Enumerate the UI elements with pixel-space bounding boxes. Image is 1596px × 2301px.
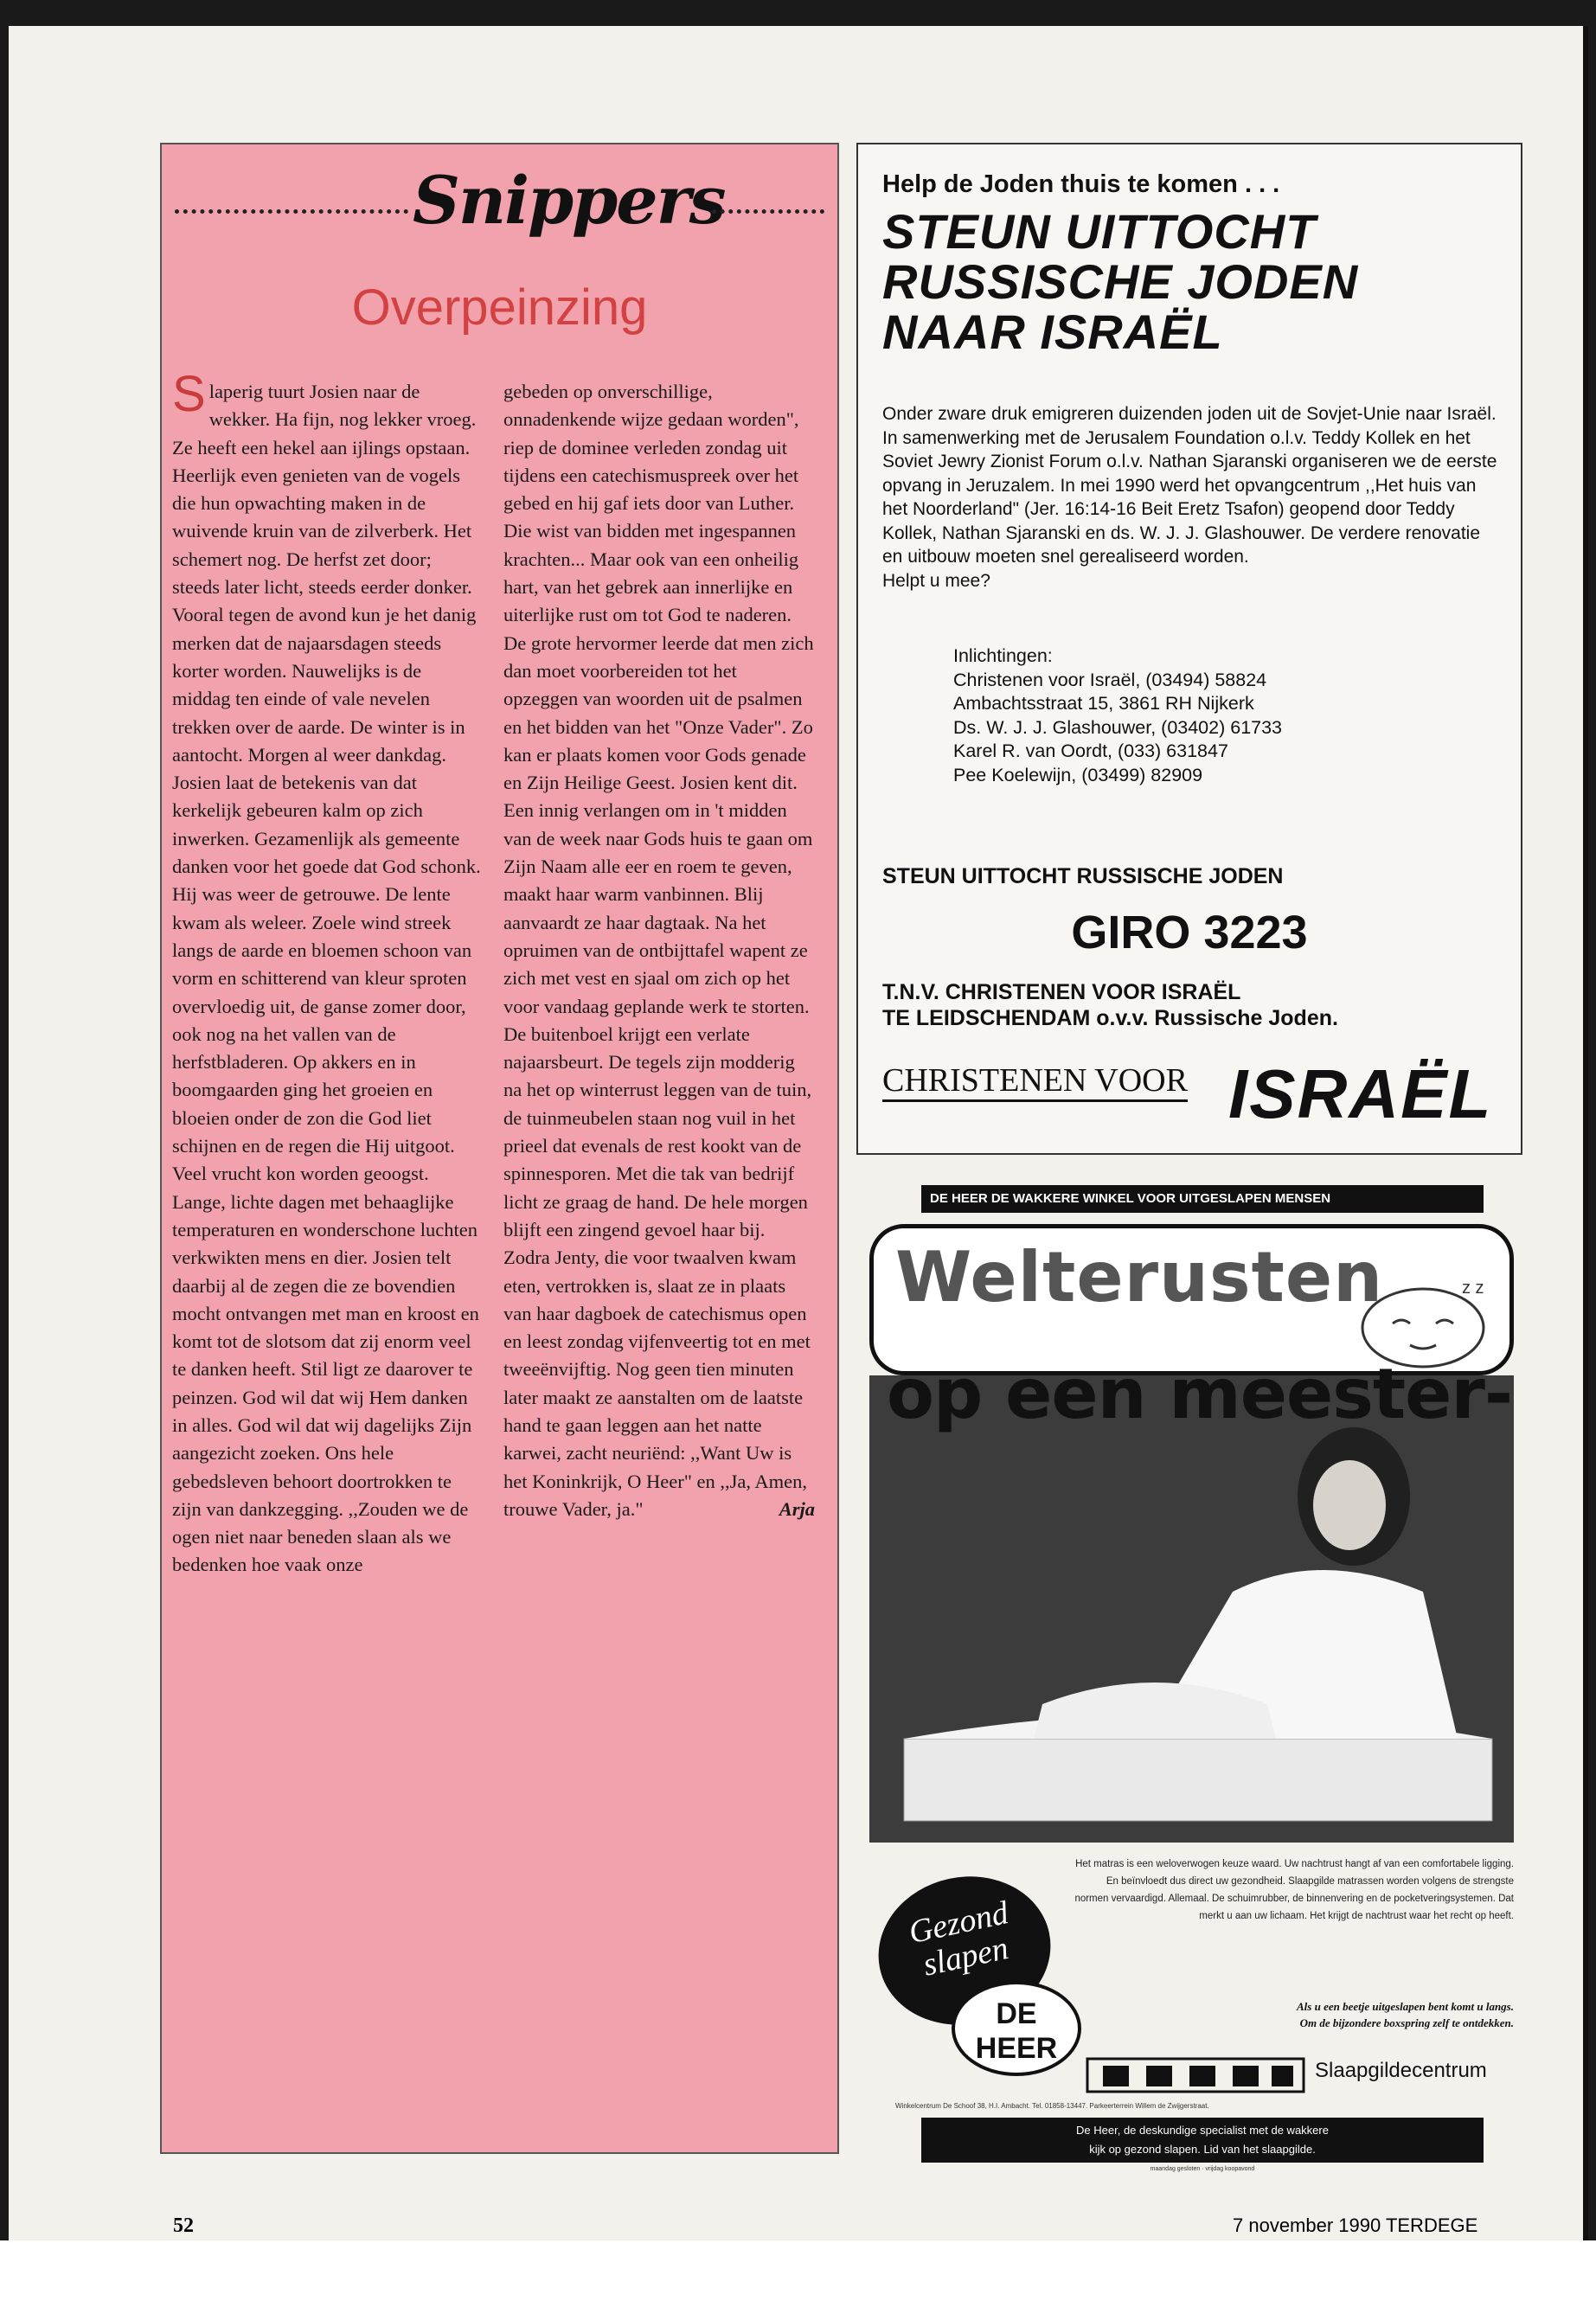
ad-tnv: [882, 979, 1338, 1031]
section-title: Snippers: [413, 162, 725, 239]
ad-cursive: [1129, 1998, 1514, 2031]
page-number: 52: [173, 2214, 194, 2237]
cursive-line-2: Om de bijzondere boxspring zelf te ontdekken.: [1299, 2016, 1514, 2029]
ad-ask: Helpt u mee?: [882, 570, 990, 591]
contact-line: Ambachtsstraat 15, 3861 RH Nijkerk: [953, 693, 1254, 714]
opening-hours: maandag gesloten · vrijdag koopavond: [1150, 2166, 1255, 2172]
logo-big-text: ISRAËL: [1228, 1055, 1493, 1132]
woman-on-mattress-illustration: [869, 1375, 1514, 1843]
article-column-1: [172, 366, 484, 1580]
slaapgildecentrum-label: Slaapgildecentrum: [1315, 2059, 1487, 2082]
scan-margin: [0, 2240, 1596, 2301]
snippers-column: [160, 143, 839, 2154]
welterusten-text: Welterusten: [895, 1237, 1384, 1317]
headline-line-1: STEUN UITTOCHT: [882, 204, 1317, 259]
headline-line-2: RUSSISCHE JODEN: [882, 254, 1359, 309]
article-text-2: gebeden op onverschillige, onnadenkende wijze gedaan worden", riep de dominee verleden zondag uit tijdens een catechismuspreek over het gebed en hij gaf iets door van Luther. Die wist van bidden met ingespannen krachten... Maar ook van een onheilig hart, van het gebrek aan innerlijke en uiterlijke rust om tot God te naderen. De grote hervormer leerde dat men zich dan moet voorbereiden tot het opzeggen van woorden uit de psalmen en het bidden van het "Onze Vader". Zo kan er plaats komen voor Gods genade en Zijn Heilige Geest. Josien kent dit. Een innig verlangen om in 't midden van de week naar Gods huis te gaan om Zijn Naam alle eer en roem te geven, maakt haar warm vanbinnen. Blij aanvaardt ze haar dagtaak. Na het opruimen van de ontbijttafel wapent ze zich met vest en sjaal om zich op het voor vandaag geplande werk te storten. De buitenboel krijgt een verlate najaarsbeurt. De tegels zijn modderig na het op winterrust leggen van de tuin, de tuinmeubelen staan nog vuil in het prieel dat evenals de rest kookt van de spinnesporen. Met die tak van bedrijf licht ze graag de hand. De hele morgen blijft een zingend gevoel haar bij. Zodra Jenty, die voor twaalven kwam eten, vertrokken is, slaat ze in plaats van haar dagboek de catechismus open en leest zondag vijfenveertig tot en met tweeënvijftig. Nog geen tien minuten later maakt ze aanstalten om de laatste hand te gaan leggen aan het natte karwei, zacht neuriënd: ,,Want Uw is het Koninkrijk, O Heer" en ,,Ja, Amen, trouwe Vader, ja.": [503, 381, 814, 1520]
ad-body-text: Het matras is een weloverwogen keuze waard. Uw nachtrust hangt af van een comfortabele ligging. En beïnvloedt dus direct uw gezondheid. Slaapgilde matrassen worden volgens de strengste normen vervaardigd. Allemaal. De schuimrubber, de binnenvering en de pocketveringsystemen. Dat merkt u aan uw lichaam. Het krijgt de nachtrust waar het recht op heeft.: [1074, 1859, 1514, 1921]
ad-kicker: Help de Joden thuis te komen . . .: [882, 170, 1280, 198]
article-column-2: [503, 378, 815, 1523]
store-building-icon: [1086, 2050, 1306, 2093]
de-heer-mattress-ad: [869, 1185, 1527, 2172]
headline-line-3: NAAR ISRAËL: [882, 304, 1223, 359]
tnv-line-2: TE LEIDSCHENDAM o.v.v. Russische Joden.: [882, 1006, 1338, 1030]
gezond-slapen-badge: Gezond slapen: [865, 1861, 1065, 2041]
dotted-rule-left: [175, 209, 408, 214]
store-address: Winkelcentrum De Schoof 38, H.I. Ambacht. Tel. 01858-13447. Parkeerterrein Willem de Zwijgerstraat.: [895, 2102, 1209, 2110]
tnv-line-1: T.N.V. CHRISTENEN VOOR ISRAËL: [882, 980, 1241, 1004]
christenen-voor-israel-ad: [856, 143, 1522, 1155]
de-heer-logo: DE HEER: [952, 1981, 1081, 2076]
ad-body: [882, 402, 1501, 593]
contact-line: Ds. W. J. J. Glashouwer, (03402) 61733: [953, 716, 1283, 738]
ad-body-text: Onder zware druk emigreren duizenden joden uit de Sovjet-Unie naar Israël. In samenwerking met de Jerusalem Foundation o.l.v. Teddy Kollek en het Soviet Jewry Zionist Forum o.l.v. Nathan Sjaranski organiseren we de eerste opvang in Jeruzalem. In mei 1990 werd het opvangcentrum ,,Het huis van het Noorderland" (Jer. 16:14-16 Beit Eretz Tsafon) geopend door Teddy Kollek, Nathan Sjaranski en ds. W. J. J. Glashouwer. De verdere renovatie en uitbouw moeten snel gerealiseerd worden.: [882, 404, 1497, 567]
author-signature: Arja: [779, 1497, 815, 1520]
meester-headline: op een meester-: [887, 1354, 1513, 1434]
contact-line: Karel R. van Oordt, (033) 631847: [953, 740, 1228, 761]
logo-small-text: CHRISTENEN VOOR: [882, 1061, 1188, 1102]
ad-headline: [882, 204, 1505, 359]
contact-line: Inlichtingen:: [953, 645, 1053, 666]
footbar-line-2: kijk op gezond slapen. Lid van het slaapgilde.: [1089, 2143, 1316, 2156]
magazine-page: [9, 26, 1588, 2240]
contact-line: Christenen voor Israël, (03494) 58824: [953, 669, 1267, 690]
contact-line: Pee Koelewijn, (03499) 82909: [953, 764, 1203, 785]
footbar-line-1: De Heer, de deskundige specialist met de wakkere: [1076, 2124, 1329, 2137]
ad-steun-line: STEUN UITTOCHT RUSSISCHE JODEN: [882, 864, 1284, 888]
ad-footbar: [921, 2118, 1484, 2163]
contact-list: [953, 644, 1490, 787]
drop-cap: S: [172, 366, 206, 422]
dotted-rule-right: [712, 209, 824, 214]
giro-number: GIRO 3223: [1071, 907, 1308, 958]
snippers-header: [162, 162, 837, 248]
publication-date: 7 november 1990 TERDEGE: [1233, 2214, 1478, 2236]
article-text-1: laperig tuurt Josien naar de wekker. Ha fijn, nog lekker vroeg. Ze heeft een hekel aan ijlings opstaan. Heerlijk even genieten van de vogels die hun opwachting maken in de wuivende kruin van de zilverberk. Het schemert nog. De herfst zet door; steeds later licht, steeds eerder donker. Vooral tegen de avond kun je het danig merken dat de najaarsdagen steeds korter worden. Nauwelijks is de middag ten einde of vale nevelen trekken over de aarde. De winter is in aantocht. Morgen al weer dankdag. Josien laat de betekenis van dat kerkelijk gebeuren kalm op zich inwerken. Gezamenlijk als gemeente danken voor het goede dat God schonk. Hij was weer de getrouwe. De lente kwam als weleer. Zoele wind streek langs de aarde en bloemen schoon van vorm en schitterend van kleur sproten overvloedig uit, de ganse zomer door, ook nog na het vallen van de herfstbladeren. Op akkers en in boomgaarden ging het groeien en bloeien onder de zon die God liet schijnen en de regen die Hij uitgoot. Veel vrucht kon worden geoogst. Lange, lichte dagen met behaaglijke temperaturen en wonderschone luchten verkwikten mens en dier. Josien telt daarbij al de zegen die ze bovendien mocht ontvangen met man en kroost en komt tot de slotsom dat zij enorm veel te danken heeft. Stil ligt ze daarover te peinzen. God wil dat wij Hem danken in alles. God wil dat wij dagelijks Zijn aangezicht zoeken. Ons hele gebedsleven behoort doortrokken te zijn van dankzegging. ,,Zouden we de ogen niet naar beneden slaan als we bedenken hoe vaak onze: [172, 381, 481, 1576]
mattress-photo: [869, 1375, 1514, 1843]
svg-text:z z: z z: [1462, 1279, 1484, 1298]
article-title: Overpeinzing: [351, 279, 648, 336]
cursive-line-1: Als u een beetje uitgeslapen bent komt u langs.: [1297, 2000, 1514, 2013]
ad-tagbar: DE HEER DE WAKKERE WINKEL VOOR UITGESLAPEN MENSEN: [921, 1185, 1484, 1213]
